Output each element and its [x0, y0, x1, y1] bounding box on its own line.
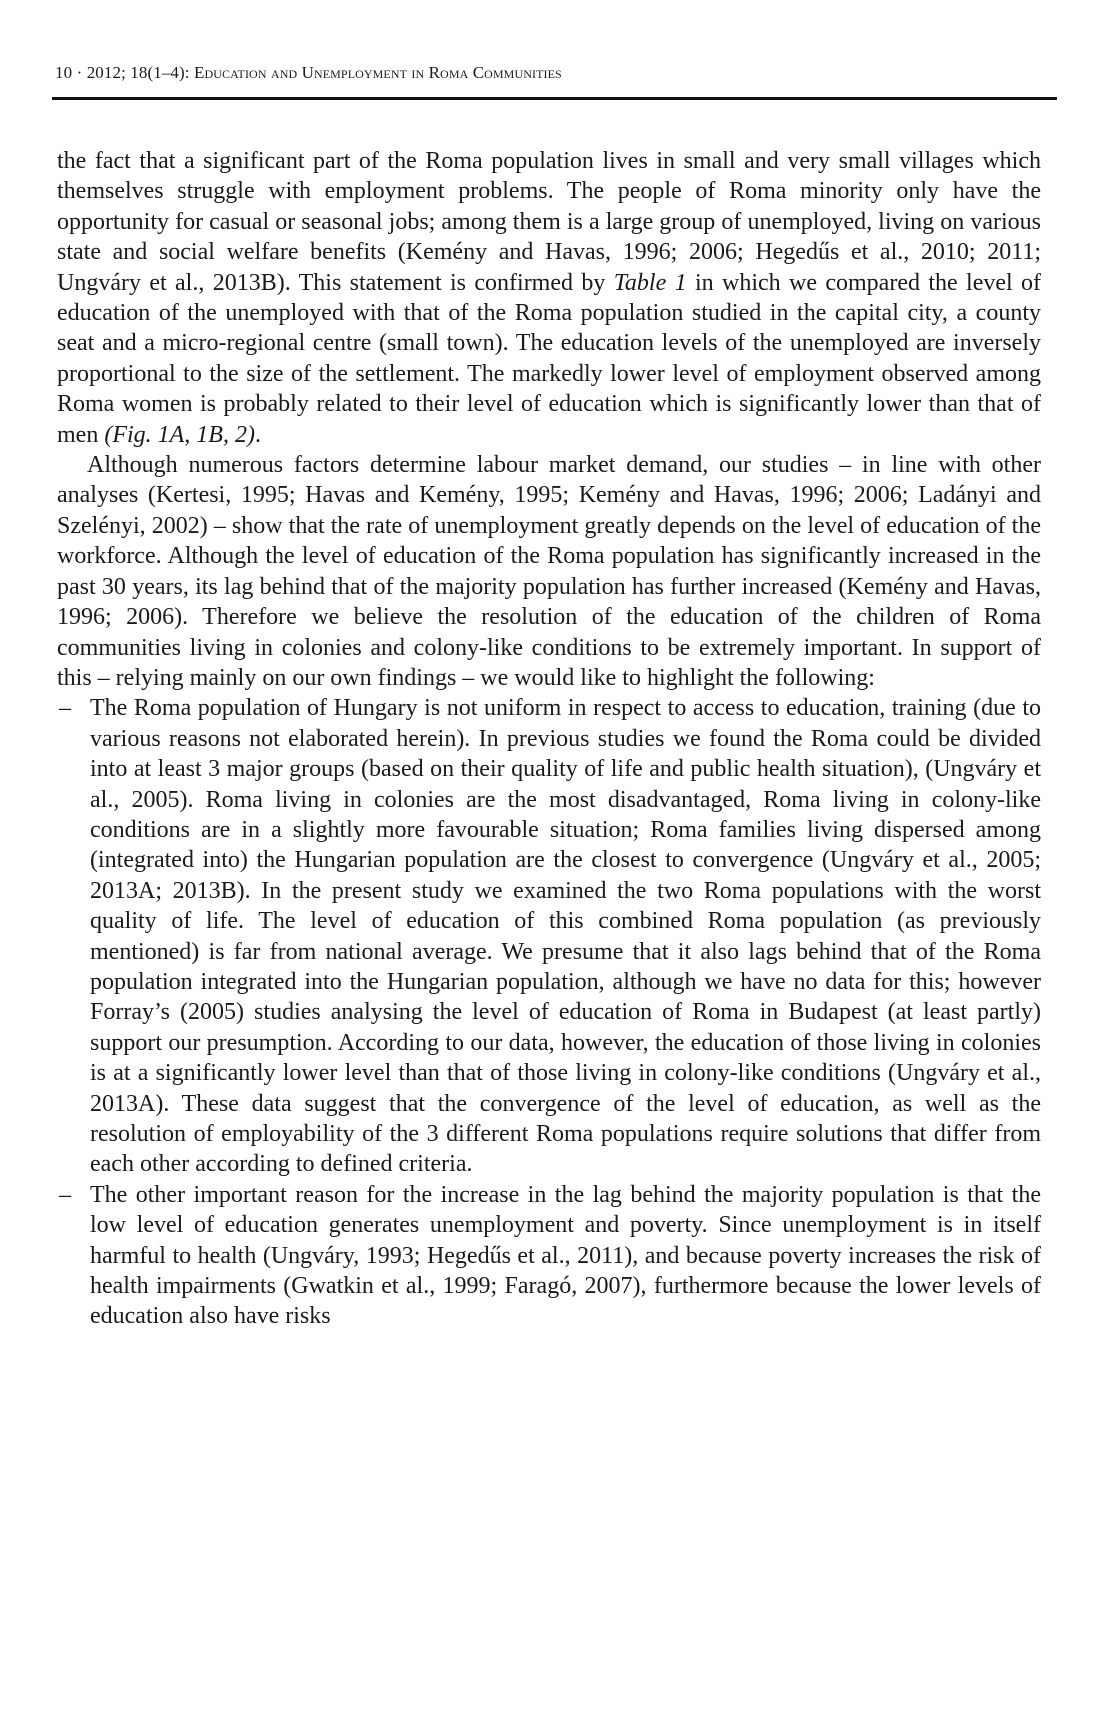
- paragraph-1: the fact that a significant part of the Roma population lives in small and very small villages which themselves struggle with employment problems. The people of Roma minority only have the opportunity for casual or seasonal jobs; among them is a large group of unemployed, living on various state and social welfare benefits (Kemény and Havas, 1996; 2006; Hegedűs et al., 2010; 2011; Ungváry et al., 2013B). This statement is confirmed by Table 1 in which we compared the level of education of the unemployed with that of the Roma population studied in the capital city, a county seat and a micro-regional centre (small town). The education levels of the unemployed are inversely proportional to the size of the settlement. The markedly lower level of employment observed among Roma women is probably related to their level of education which is significantly lower than that of men (Fig. 1A, 1B, 2).: [57, 148, 1042, 448]
- journal-citation: 2012; 18(1–4):: [86, 63, 190, 82]
- list-item-text: The other important reason for the increase in the lag behind the majority population is that the low level of education generates unemployment and poverty. Since unemployment is in itself harmful to health (Ungváry, 1993; Hegedűs et al., 2011), and because poverty increases the risk of health impairments (Gwatkin et al., 1999; Faragó, 2007), furthermore because the lower levels of education also have risks: [90, 1181, 1041, 1330]
- article-body: [57, 146, 1041, 1332]
- article-title: Education and Unemployment in Roma Communities: [193, 63, 562, 82]
- list-item: [57, 693, 1041, 1180]
- dash-marker: –: [59, 1181, 71, 1208]
- dash-marker: –: [59, 695, 71, 722]
- list-item-text: The Roma population of Hungary is not uniform in respect to access to education, training (due to various reasons not elaborated herein). In previous studies we found the Roma could be divided into at least 3 major groups (based on their quality of life and public health situation), (Ungváry et al., 2005). Roma living in colonies are the most disadvantaged, Roma living in colony-like conditions are in a slightly more favourable situation; Roma families living dispersed among (integrated into) the Hungarian population are the closest to convergence (Ungváry et al., 2005; 2013A; 2013B). In the present study we examined the two Roma populations with the worst quality of life. The level of education of this combined Roma population (as previously mentioned) is far from national average. We presume that it also lags behind that of the Roma population integrated into the Hungarian population, although we have no data for this; however Forray’s (2005) studies analysing the level of education of Roma in Budapest (at least partly) support our presumption. According to our data, however, the education of those living in colonies is at a significantly lower level than that of those living in colony-like conditions (Ungváry et al., 2013A). These data suggest that the convergence of the level of education, as well as the resolution of employability of the 3 different Roma populations require solutions that differ from each other according to defined criteria.: [90, 695, 1041, 1178]
- highlight-list: [57, 693, 1041, 1332]
- figure-reference: (Fig. 1A, 1B, 2): [104, 421, 255, 448]
- header-rule: [52, 97, 1057, 100]
- separator: ·: [76, 63, 83, 82]
- list-item: [57, 1180, 1041, 1332]
- paragraph-2: Although numerous factors determine labour market demand, our studies – in line with other analyses (Kertesi, 1995; Havas and Kemény, 1995; Kemény and Havas, 1996; 2006; Ladányi and Szelényi, 2002) – show that the rate of unemployment greatly depends on the level of education of the workforce. Although the level of education of the Roma population has significantly increased in the past 30 years, its lag behind that of the majority population has further increased (Kemény and Havas, 1996; 2006). Therefore we believe the resolution of the education of the children of Roma communities living in colonies and colony-like conditions to be extremely important. In support of this – relying mainly on our own findings – we would like to highlight the following:: [57, 452, 1041, 691]
- table-reference: Table 1: [613, 269, 687, 296]
- page-number: 10: [55, 63, 73, 82]
- running-head: [55, 63, 562, 83]
